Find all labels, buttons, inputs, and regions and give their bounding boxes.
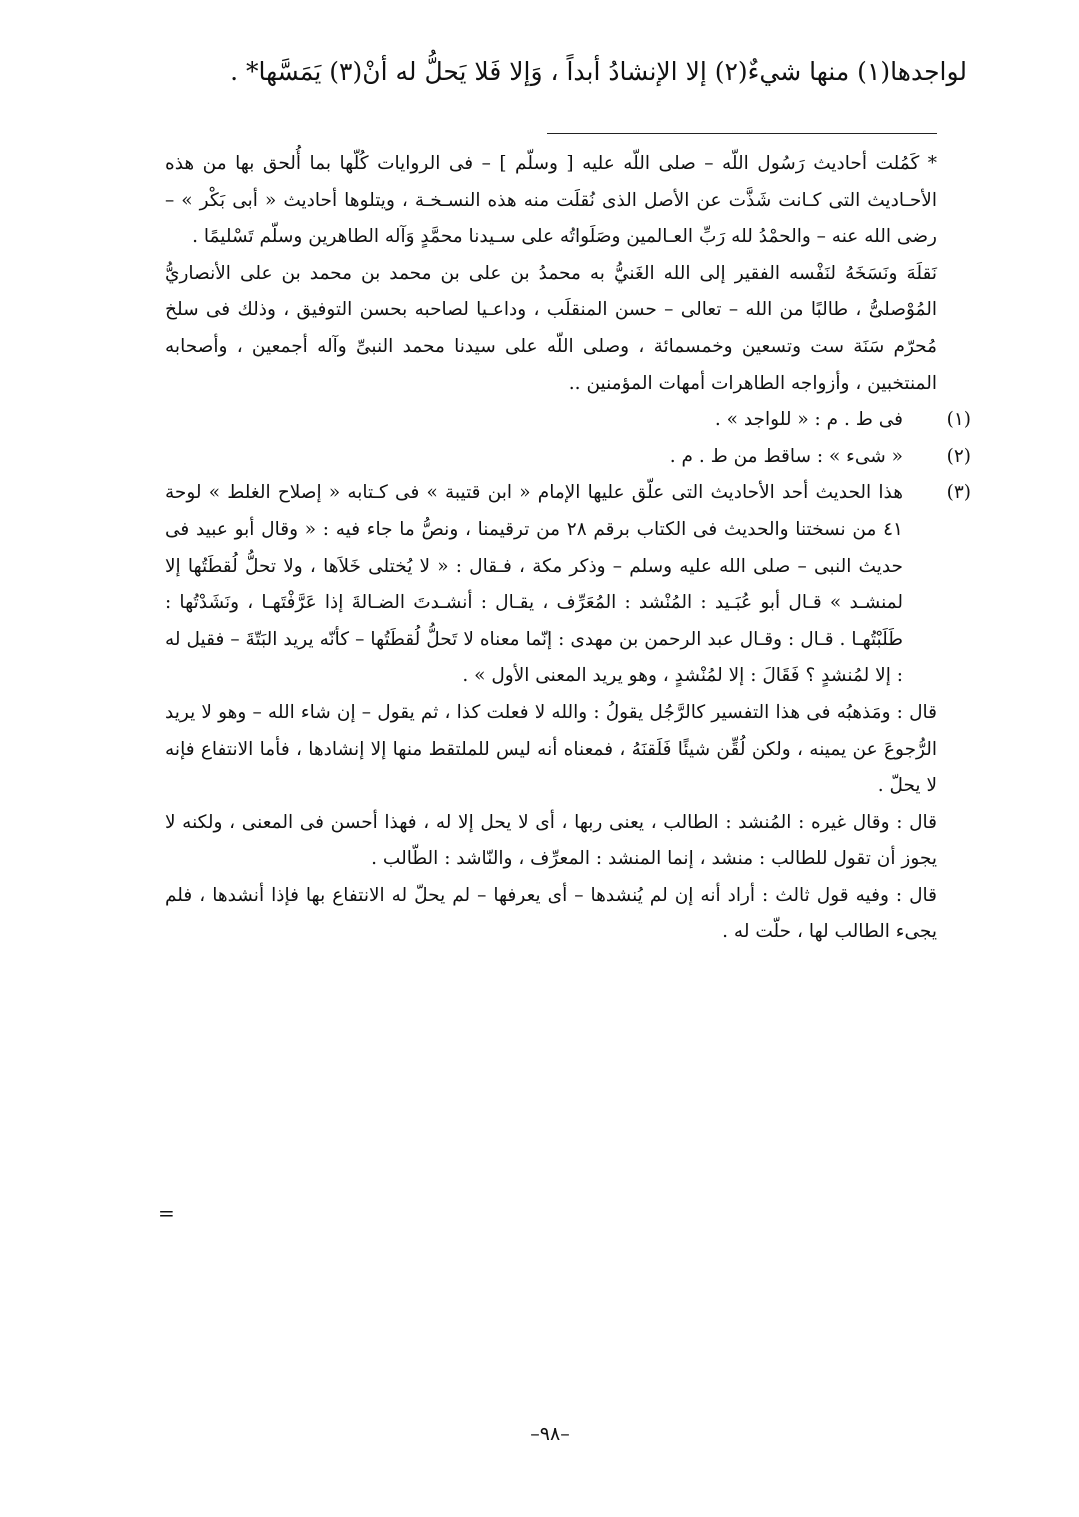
footnote-number: (١) bbox=[946, 409, 971, 431]
footnote-divider bbox=[547, 133, 937, 134]
footnote-3 bbox=[165, 475, 971, 695]
footnote-2 bbox=[165, 439, 971, 476]
page-number: –٩٨– bbox=[530, 1423, 570, 1445]
commentary-paragraph: قال : ومَذهبُه فى هذا التفسير كالرَّجُل يقولُ : والله لا فعلت كذا ، ثم يقول – إن شاء الله – وهو لا يريد الرُّجوعَ عن يمينه ، ولكن لُقِّن شيئًا فَلَقنَهُ ، فمعناه أنه ليس للملتقط منها إلا إنشادها ، فأما الانتفاع فإنه لا يحلّ . bbox=[165, 701, 937, 797]
footnote-number: (٢) bbox=[946, 445, 971, 467]
footnote-number: (٣) bbox=[946, 482, 971, 504]
footnote-text: هذا الحديث أحد الأحاديث التى علّق عليها الإمام « ابن قتيبة » فى كـتابه « إصلاح الغلط » لوحة ٤١ من نسختنا والحديث فى الكتاب برقم ٢٨ من ترقيمنا ، ونصُّ ما جاء فيه : « وقال أبو عبيد فى حديث النبى – صلى الله عليه وسلم – وذكر مكة ، فـقال : « لا يُختلى خَلاَها ، ولا تحلُّ لُقطَتُها إلا لمنشـد » قـال أبو عُبَـيد : المُنْشد : المُعَرِّف ، يقـال : أنشـدتَ الضـالةَ إذا عَرَّفْتَهـا ، ونَشَدْتُها : طَلَبْتُهـا . قـال : وقـال عبد الرحمن بن مهدى : إنّما معناه لا تَحلُّ لُقطَتُها – كأنّه يريد البَتّةَ – فقيل له : إلا لمُنشدٍ ؟ فَقَالَ : إلا لمُنْشدٍ ، وهو يريد المعنى الأول » . bbox=[165, 482, 903, 687]
colophon-paragraph: نَقلَهَ ونَسَخَهُ لنَفْسه الفقير إلى الله الغَنيُّ به محمدُ بن على بن محمد بن محمد بن على الأنصاريُّ المُوْصلىُّ ، طالبًا من الله – تعالى – حسن المنقلَب ، وداعـيا لصاحبه بحسن التوفيق ، وذلك فى سلخ مُحرّم سَنَة ست وتسعين وخمسمائة ، وصلى اللّه على سيدنا محمد النبىِّ وآله أجمعين ، وأصحابه المنتخبين ، وأزواجه الطاهرات أمهات المؤمنين .. bbox=[165, 262, 937, 394]
colophon-paragraph: * كَمُلت أحاديث رَسُول اللّه – صلى اللّه عليه [ وسلّم ] – فى الروايات كُلّها بما أُلحق بها من هذه الأحـاديث التى كـانت شَذَّت عن الأصل الذى نُقلَت منه هذه النسـخـة ، ويتلوها أحاديث « أبى بَكْر » – رضى الله عنه – والحمْدُ لله رَبِّ العـالمين وصَلَواتُه على سـيدنا محمَّدٍ وَآله الطاهرين وسلّم تَسْليمًا . bbox=[165, 153, 937, 248]
main-text-line: لواجدها(١) منها شيءٌ(٢) إلا الإنشادُ أبداً ، وَإلا فَلا يَحلُّ له أنْ(٣) يَمَسَّها* . bbox=[230, 57, 967, 86]
continuation-mark: = bbox=[158, 1201, 175, 1225]
commentary-paragraph: قال : وقال غيره : المُنشد : الطالب ، يعنى ربها ، أى لا يحل إلا له ، فهذا أحسن فى المعنى ، ولكنه لا يجوز أن تقول للطالب : منشد ، إنما المنشد : المعرِّف ، والنّاشد : الطّالب . bbox=[165, 811, 937, 870]
footnote-1 bbox=[165, 402, 971, 439]
footnote-text: « شىء » : ساقط من ط . م . bbox=[669, 445, 903, 467]
footnote-text: فى ط . م : « للواجد » . bbox=[714, 409, 903, 431]
commentary-paragraph: قال : وفيه قول ثالث : أراد أنه إن لم يُنشدها – أى يعرفها – لم يحلّ له الانتفاع بها فإذا أنشدها ، فلم يجىء الطالب لها ، حلّت له . bbox=[165, 884, 937, 943]
notes-block bbox=[165, 146, 971, 951]
